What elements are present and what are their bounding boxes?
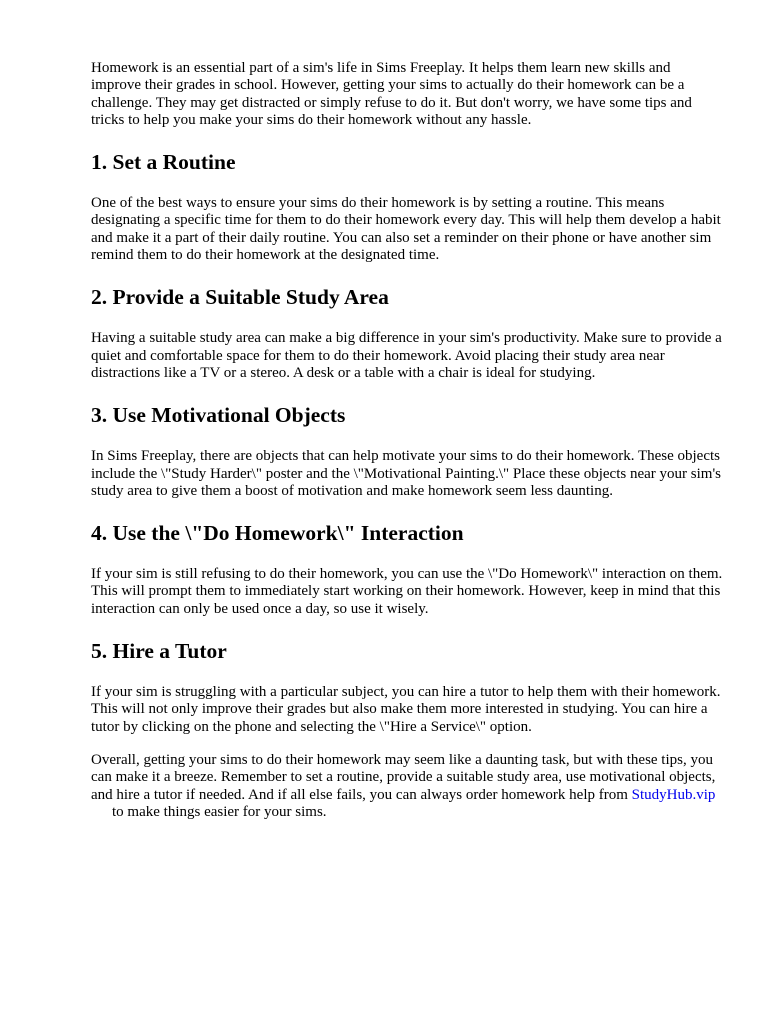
section-3-heading: 3. Use Motivational Objects bbox=[91, 403, 346, 428]
closing-text: Overall, getting your sims to do their homework may seem like a daunting task, but with these tips, you can make it a breeze. Remember to set a routine, provide a suitable study area, use motivational objects, and hire a tutor if needed. And if all else fails, you can always order homework help from bbox=[91, 751, 716, 803]
section-5-heading: 5. Hire a Tutor bbox=[91, 639, 227, 664]
studyhub-link[interactable]: StudyHub.vip bbox=[631, 786, 716, 803]
closing-after-link: to make things easier for your sims. bbox=[112, 803, 327, 820]
section-3-body: In Sims Freeplay, there are objects that can help motivate your sims to do their homework. These objects include the \"Study Harder\" poster and the \"Motivational Painting.\" Place these objects near your sim's study area to give them a boost of motivation and make homework seem less daunting. bbox=[91, 448, 721, 499]
section-1-body: One of the best ways to ensure your sims do their homework is by setting a routine. This means designating a specific time for them to do their homework every day. This will help them develop a habit and make it a part of their daily routine. You can also set a reminder on their phone or have another sim remind them to do their homework at the designated time. bbox=[91, 195, 721, 264]
intro-paragraph: Homework is an essential part of a sim's life in Sims Freeplay. It helps them learn new skills and improve their grades in school. However, getting your sims to actually do their homework can be a challenge. They may get distracted or simply refuse to do it. But don't worry, we have some tips and tricks to help you make your sims do their homework without any hassle. bbox=[91, 60, 692, 128]
closing-paragraph bbox=[91, 752, 723, 821]
section-4-body: If your sim is still refusing to do their homework, you can use the \"Do Homework\" interaction on them. This will prompt them to immediately start working on their homework. However, keep in mind that this interaction can only be used once a day, so use it wisely. bbox=[91, 566, 723, 617]
section-4-heading: 4. Use the \"Do Homework\" Interaction bbox=[91, 521, 464, 546]
section-2-body: Having a suitable study area can make a big difference in your sim's productivity. Make sure to provide a quiet and comfortable space for them to do their homework. Avoid placing their study area near distractions like a TV or a stereo. A desk or a table with a chair is ideal for studying. bbox=[91, 330, 722, 381]
section-5-body: If your sim is struggling with a particular subject, you can hire a tutor to help them with their homework. This will not only improve their grades but also make them more interested in studying. You can hire a tutor by clicking on the phone and selecting the \"Hire a Service\" option. bbox=[91, 684, 721, 735]
section-2-heading: 2. Provide a Suitable Study Area bbox=[91, 285, 389, 310]
document-page bbox=[91, 60, 723, 821]
section-1-heading: 1. Set a Routine bbox=[91, 150, 236, 175]
